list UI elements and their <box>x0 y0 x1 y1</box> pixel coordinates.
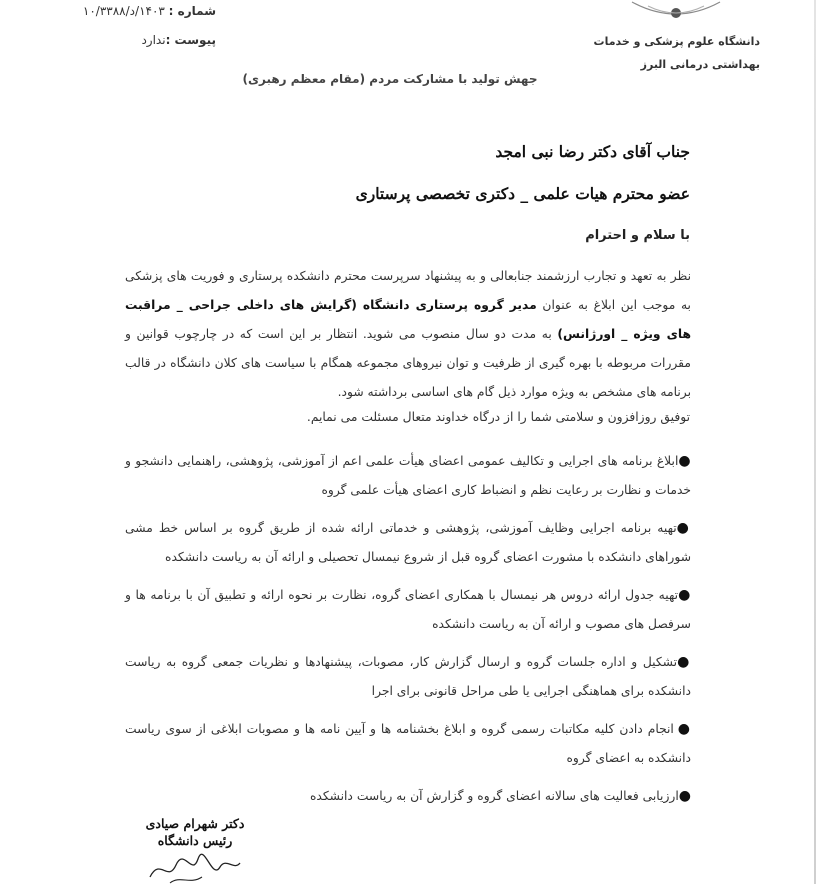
signature-block <box>120 815 270 849</box>
letter-number-value: ۱۴۰۳/د/۱۰/۳۳۸۸ <box>82 4 165 18</box>
organization-line-1: دانشگاه علوم پزشکی و خدمات <box>593 35 760 48</box>
bullet-icon: ● <box>677 721 691 737</box>
duty-text: تهیه جدول ارائه دروس هر نیمسال با همکاری اعضای گروه، نظارت بر نحوه ارائه و تطبیق آن با برنامه ها و سرفصل های مصوب و ارائه آن به ریاست دانشکده <box>125 588 691 631</box>
body-part-2: به مدت دو سال منصوب می شوید. انتظار بر این است که در چارچوب قوانین و مقررات مربوطه با بهره گیری از ظرفیت و توان نیروهای مجموعه همگام با سیاست های کلان دانشگاه در قالب برنامه های مشخص به ویژه موارد ذیل گام های اساسی برداشته شود. <box>125 327 691 399</box>
year-motto: جهش تولید با مشارکت مردم (مقام معظم رهبری) <box>242 72 538 86</box>
organization-line-2: بهداشتی درمانی البرز <box>640 58 760 71</box>
recipient-position: عضو محترم هیات علمی _ دکتری تخصصی پرستاری <box>355 184 690 203</box>
body-bold-title: مدیر گروه پرستاری دانشگاه (گرایش های داخلی جراحی _ مراقبت های ویژه _ اورژانس) <box>125 298 691 341</box>
duties-list <box>125 447 691 820</box>
signatory-name: دکتر شهرام صیادی <box>145 816 245 831</box>
university-logo <box>628 0 724 22</box>
duty-text: ارزیابی فعالیت های سالانه اعضای گروه و گزارش آن به ریاست دانشکده <box>309 789 679 803</box>
bullet-icon: ● <box>678 453 692 469</box>
body-part-1: نظر به تعهد و تجارب ارزشمند جنابعالی و به پیشنهاد سرپرست محترم دانشکده پرستاری و فوریت های پزشکی به موجب این ابلاغ به عنوان <box>125 269 691 312</box>
attachment-label: پیوست : <box>165 33 216 47</box>
duty-text: تشکیل و اداره جلسات گروه و ارسال گزارش کار، مصوبات، پیشنهادها و نظریات جمعی گروه به ریاست دانشکده برای هماهنگی اجرایی یا طی مراحل قانونی برای اجرا <box>125 655 691 698</box>
letter-attachment <box>141 31 216 49</box>
closing-wish: توفیق روزافزون و سلامتی شما را از درگاه خداوند متعال مسئلت می نمایم. <box>306 410 690 424</box>
attachment-value: ندارد <box>141 33 166 47</box>
recipient-name: جناب آقای دکتر رضا نبی امجد <box>495 142 690 161</box>
greeting: با سلام و احترام <box>585 228 690 243</box>
handwritten-signature <box>140 847 250 887</box>
letter-number <box>83 2 216 20</box>
letter-body <box>125 262 691 407</box>
signatory-title: رئیس دانشگاه <box>157 833 233 848</box>
bullet-icon: ● <box>678 587 692 603</box>
duty-item <box>125 648 691 706</box>
duty-item <box>125 715 691 773</box>
duty-text: انجام دادن کلیه مکاتبات رسمی گروه و ابلاغ بخشنامه ها و آیین نامه ها و مصوبات ابلاغی از سوی ریاست دانشکده به اعضای گروه <box>125 722 691 765</box>
duty-text: ابلاغ برنامه های اجرایی و تکالیف عمومی اعضای هیأت علمی اعم از آموزشی، پژوهشی، راهنمایی دانشجو و خدمات و نظارت بر رعایت نظم و انضباط کاری اعضای هیأت علمی گروه <box>125 454 691 497</box>
page-edge-line <box>814 0 816 884</box>
duty-item <box>125 447 691 505</box>
letter-number-label: شماره : <box>168 4 216 18</box>
bullet-icon: ● <box>678 788 691 804</box>
duty-text: تهیه برنامه اجرایی وظایف آموزشی، پژوهشی و خدماتی ارائه شده از طریق گروه بر اساس خط مشی شوراهای دانشکده با مشورت اعضای گروه قبل از شروع نیمسال تحصیلی و ارائه آن به ریاست دانشکده <box>125 521 691 564</box>
bullet-icon: ● <box>676 520 691 536</box>
duty-item <box>125 581 691 639</box>
duty-item <box>125 782 691 811</box>
organization-name <box>592 30 760 76</box>
duty-item <box>125 514 691 572</box>
bullet-icon: ● <box>677 654 691 670</box>
